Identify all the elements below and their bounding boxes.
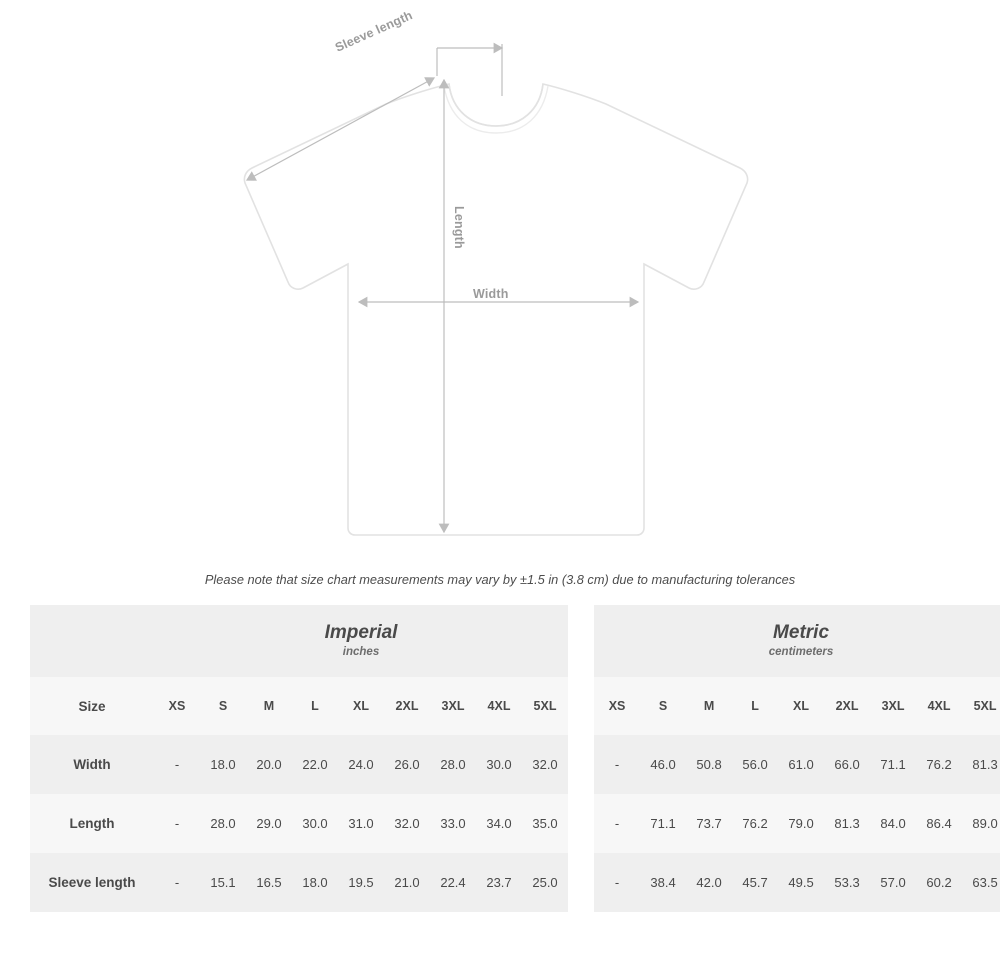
cell-length-metric-l: 76.2 bbox=[732, 794, 778, 853]
row-spacer bbox=[568, 853, 594, 912]
cell-length-imperial-3xl: 33.0 bbox=[430, 794, 476, 853]
unit-head-blank bbox=[30, 605, 154, 677]
size-chart-table bbox=[30, 605, 1000, 912]
cell-sleeve-imperial-s: 15.1 bbox=[200, 853, 246, 912]
tolerance-note: Please note that size chart measurements may vary by ±1.5 in (3.8 cm) due to manufacturing tolerances bbox=[204, 572, 796, 587]
cell-width-imperial-2xl: 26.0 bbox=[384, 735, 430, 794]
cell-width-imperial-xs: - bbox=[154, 735, 200, 794]
cell-sleeve-imperial-5xl: 25.0 bbox=[522, 853, 568, 912]
size-header-metric-2xl: 2XL bbox=[824, 677, 870, 735]
cell-length-imperial-l: 30.0 bbox=[292, 794, 338, 853]
row-label-length: Length bbox=[30, 794, 154, 853]
cell-length-imperial-s: 28.0 bbox=[200, 794, 246, 853]
row-spacer bbox=[568, 794, 594, 853]
unit-head-metric bbox=[594, 605, 1000, 677]
size-header-metric-3xl: 3XL bbox=[870, 677, 916, 735]
cell-length-metric-5xl: 89.0 bbox=[962, 794, 1000, 853]
cell-length-metric-m: 73.7 bbox=[686, 794, 732, 853]
cell-length-imperial-xs: - bbox=[154, 794, 200, 853]
cell-length-imperial-xl: 31.0 bbox=[338, 794, 384, 853]
cell-width-imperial-3xl: 28.0 bbox=[430, 735, 476, 794]
cell-sleeve-metric-xl: 49.5 bbox=[778, 853, 824, 912]
cell-width-metric-xl: 61.0 bbox=[778, 735, 824, 794]
cell-width-metric-xs: - bbox=[594, 735, 640, 794]
table-row bbox=[30, 794, 1000, 853]
cell-sleeve-metric-s: 38.4 bbox=[640, 853, 686, 912]
cell-length-metric-xs: - bbox=[594, 794, 640, 853]
cell-width-imperial-4xl: 30.0 bbox=[476, 735, 522, 794]
size-header-metric-xl: XL bbox=[778, 677, 824, 735]
cell-width-imperial-l: 22.0 bbox=[292, 735, 338, 794]
imperial-title: Imperial bbox=[324, 621, 398, 643]
cell-sleeve-metric-2xl: 53.3 bbox=[824, 853, 870, 912]
sleeve-length-dimension-label: Sleeve length bbox=[333, 8, 415, 55]
cell-sleeve-imperial-xs: - bbox=[154, 853, 200, 912]
cell-sleeve-imperial-m: 16.5 bbox=[246, 853, 292, 912]
row-label-sleeve-length: Sleeve length bbox=[30, 853, 154, 912]
cell-sleeve-metric-l: 45.7 bbox=[732, 853, 778, 912]
cell-width-imperial-5xl: 32.0 bbox=[522, 735, 568, 794]
cell-width-metric-2xl: 66.0 bbox=[824, 735, 870, 794]
cell-length-imperial-5xl: 35.0 bbox=[522, 794, 568, 853]
length-dimension-label: Length bbox=[452, 206, 466, 249]
cell-sleeve-metric-m: 42.0 bbox=[686, 853, 732, 912]
cell-length-metric-3xl: 84.0 bbox=[870, 794, 916, 853]
cell-length-imperial-4xl: 34.0 bbox=[476, 794, 522, 853]
unit-head-spacer bbox=[568, 605, 594, 677]
cell-sleeve-imperial-2xl: 21.0 bbox=[384, 853, 430, 912]
cell-sleeve-metric-4xl: 60.2 bbox=[916, 853, 962, 912]
cell-width-imperial-m: 20.0 bbox=[246, 735, 292, 794]
cell-sleeve-metric-5xl: 63.5 bbox=[962, 853, 1000, 912]
size-header-imperial-4xl: 4XL bbox=[476, 677, 522, 735]
cell-length-imperial-m: 29.0 bbox=[246, 794, 292, 853]
cell-width-metric-4xl: 76.2 bbox=[916, 735, 962, 794]
metric-title: Metric bbox=[773, 621, 830, 643]
cell-width-imperial-xl: 24.0 bbox=[338, 735, 384, 794]
cell-sleeve-imperial-l: 18.0 bbox=[292, 853, 338, 912]
cell-sleeve-imperial-xl: 19.5 bbox=[338, 853, 384, 912]
size-header-imperial-xl: XL bbox=[338, 677, 384, 735]
size-header-imperial-l: L bbox=[292, 677, 338, 735]
unit-system-row bbox=[30, 605, 1000, 677]
cell-sleeve-metric-3xl: 57.0 bbox=[870, 853, 916, 912]
cell-sleeve-imperial-4xl: 23.7 bbox=[476, 853, 522, 912]
size-header-metric-l: L bbox=[732, 677, 778, 735]
table-row bbox=[30, 853, 1000, 912]
table-row bbox=[30, 735, 1000, 794]
width-dimension-label: Width bbox=[468, 287, 514, 301]
size-header-metric-s: S bbox=[640, 677, 686, 735]
size-header-imperial-2xl: 2XL bbox=[384, 677, 430, 735]
cell-length-metric-xl: 79.0 bbox=[778, 794, 824, 853]
row-spacer bbox=[568, 735, 594, 794]
cell-width-metric-l: 56.0 bbox=[732, 735, 778, 794]
size-header-imperial-m: M bbox=[246, 677, 292, 735]
imperial-unit: inches bbox=[342, 646, 380, 659]
size-header-imperial-xs: XS bbox=[154, 677, 200, 735]
cell-length-metric-2xl: 81.3 bbox=[824, 794, 870, 853]
size-header-row bbox=[30, 677, 1000, 735]
size-header-metric-5xl: 5XL bbox=[962, 677, 1000, 735]
metric-unit: centimeters bbox=[768, 646, 834, 659]
row-label-width: Width bbox=[30, 735, 154, 794]
header-spacer bbox=[568, 677, 594, 735]
cell-sleeve-imperial-3xl: 22.4 bbox=[430, 853, 476, 912]
cell-length-metric-4xl: 86.4 bbox=[916, 794, 962, 853]
size-header-imperial-5xl: 5XL bbox=[522, 677, 568, 735]
cell-length-imperial-2xl: 32.0 bbox=[384, 794, 430, 853]
unit-head-imperial bbox=[154, 605, 568, 677]
cell-width-metric-5xl: 81.3 bbox=[962, 735, 1000, 794]
cell-width-imperial-s: 18.0 bbox=[200, 735, 246, 794]
cell-width-metric-3xl: 71.1 bbox=[870, 735, 916, 794]
size-header-label: Size bbox=[30, 677, 154, 735]
cell-sleeve-metric-xs: - bbox=[594, 853, 640, 912]
size-header-imperial-3xl: 3XL bbox=[430, 677, 476, 735]
cell-length-metric-s: 71.1 bbox=[640, 794, 686, 853]
size-header-metric-m: M bbox=[686, 677, 732, 735]
size-header-imperial-s: S bbox=[200, 677, 246, 735]
cell-width-metric-s: 46.0 bbox=[640, 735, 686, 794]
cell-width-metric-m: 50.8 bbox=[686, 735, 732, 794]
size-chart-container bbox=[0, 605, 1000, 912]
size-header-metric-4xl: 4XL bbox=[916, 677, 962, 735]
size-header-metric-xs: XS bbox=[594, 677, 640, 735]
